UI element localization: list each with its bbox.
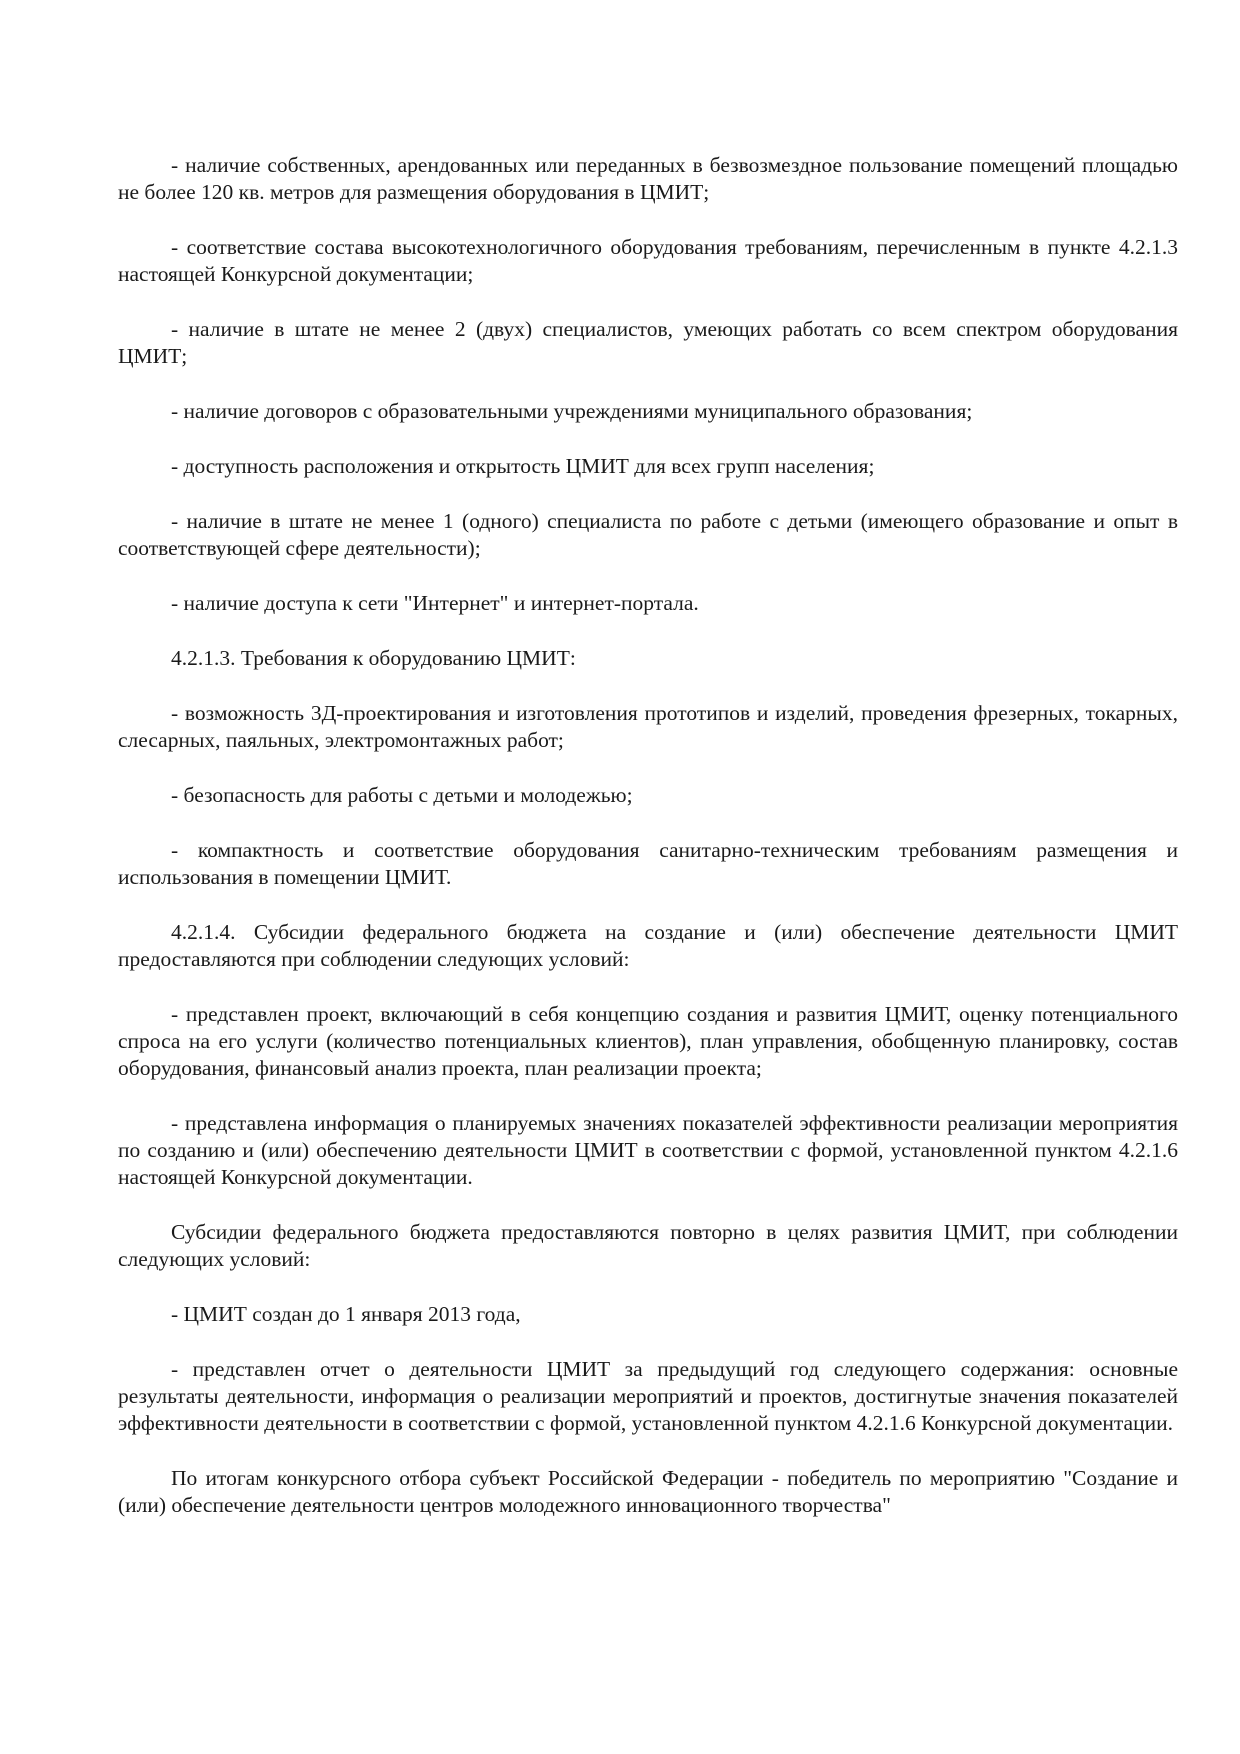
paragraph-education-contracts: - наличие договоров с образовательными учреждениями муниципального образования; [171,399,973,423]
paragraph-specialists-equipment: - наличие в штате не менее 2 (двух) специалистов, умеющих работать со всем спектром оборудования ЦМИТ; [118,317,1178,368]
paragraph-internet-access: - наличие доступа к сети "Интернет" и интернет-портала. [171,591,699,615]
paragraph-equipment-compliance: - соответствие состава высокотехнологичного оборудования требованиям, перечисленным в пункте 4.2.1.3 настоящей Конкурсной документации; [118,235,1178,286]
section-heading-4-2-1-3: 4.2.1.3. Требования к оборудованию ЦМИТ: [171,646,576,670]
paragraph-safety: - безопасность для работы с детьми и молодежью; [171,783,633,807]
paragraph-activity-report: - представлен отчет о деятельности ЦМИТ за предыдущий год следующего содержания: основные результаты деятельности, информация о реализации мероприятий и проектов, достигнутые значения показателей эффективности деятельности в соответствии с формой, установленной пунктом 4.2.1.6 Конкурсной документации. [118,1357,1178,1435]
paragraph-3d-design: - возможность 3Д-проектирования и изготовления прототипов и изделий, проведения фрезерных, токарных, слесарных, паяльных, электромонтажных работ; [118,701,1178,752]
paragraph-repeat-subsidies: Субсидии федерального бюджета предоставляются повторно в целях развития ЦМИТ, при соблюдении следующих условий: [118,1220,1178,1271]
document-body [118,152,1178,1519]
paragraph-selection-results: По итогам конкурсного отбора субъект Российской Федерации - победитель по мероприятию "Создание и (или) обеспечение деятельности центров молодежного инновационного творчества" [118,1466,1178,1517]
paragraph-efficiency-info: - представлена информация о планируемых значениях показателей эффективности реализации мероприятия по созданию и (или) обеспечению деятельности ЦМИТ в соответствии с формой, установленной пунктом 4.2.1.6 настоящей Конкурсной документации. [118,1111,1178,1189]
paragraph-accessibility: - доступность расположения и открытость ЦМИТ для всех групп населения; [171,454,875,478]
section-heading-4-2-1-4: 4.2.1.4. Субсидии федерального бюджета на создание и (или) обеспечение деятельности ЦМИТ предоставляются при соблюдении следующих условий: [118,920,1178,971]
paragraph-compactness: - компактность и соответствие оборудования санитарно-техническим требованиям размещения и использования в помещении ЦМИТ. [118,838,1178,889]
paragraph-premises-requirement: - наличие собственных, арендованных или переданных в безвозмездное пользование помещений площадью не более 120 кв. метров для размещения оборудования в ЦМИТ; [118,153,1178,204]
paragraph-children-specialist: - наличие в штате не менее 1 (одного) специалиста по работе с детьми (имеющего образование и опыт в соответствующей сфере деятельности); [118,509,1178,560]
paragraph-project-submitted: - представлен проект, включающий в себя концепцию создания и развития ЦМИТ, оценку потенциального спроса на его услуги (количество потенциальных клиентов), план управления, обобщенную планировку, состав оборудования, финансовый анализ проекта, план реализации проекта; [118,1002,1178,1080]
paragraph-created-before-2013: - ЦМИТ создан до 1 января 2013 года, [171,1302,521,1326]
